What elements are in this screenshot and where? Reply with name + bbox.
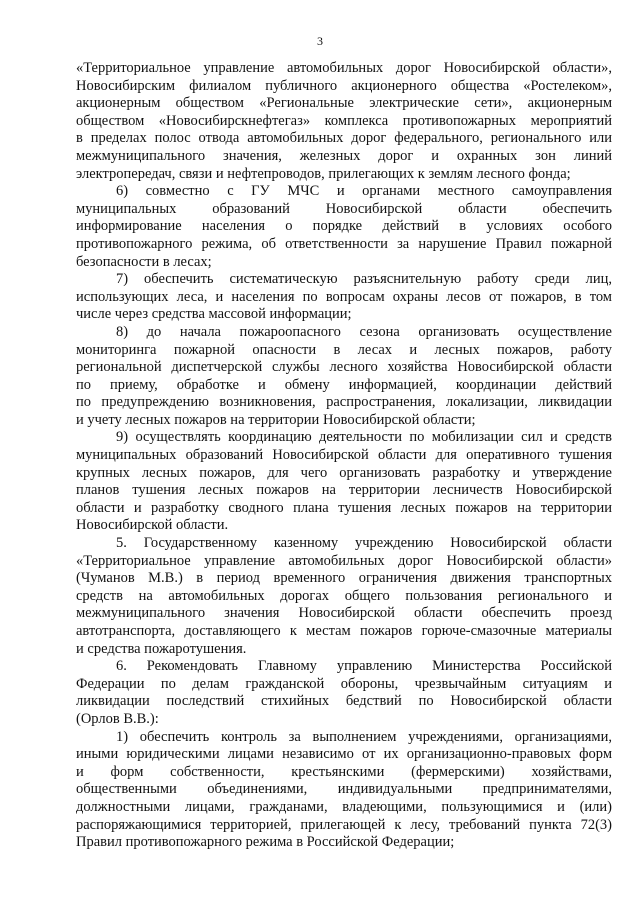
text-line: 5. Государственному казенному учреждению Новосибирской области	[116, 535, 612, 552]
document-body	[76, 60, 612, 852]
text-line: использующих леса, и населения по вопросам охраны лесов от пожаров, в том	[76, 288, 612, 305]
text-line: 1) обеспечить контроль за выполнением учреждениями, организациями,	[116, 728, 612, 745]
text-line: автотранспорта, доставляющего к местам пожаров горюче-смазочные материалы	[76, 623, 612, 639]
text-line: безопасности в лесах;	[76, 253, 212, 270]
text-line: 6) совместно с ГУ МЧС и органами местного самоуправления	[116, 183, 612, 200]
text-line: средств на автомобильных дорогах общего пользования регионального и	[76, 587, 612, 604]
text-line: (Чуманов М.В.) в период временного ограничения движения транспортных	[76, 570, 612, 587]
text-line: обществом «Новосибирскнефтегаз» комплекса противопожарных мероприятий	[76, 112, 612, 129]
text-line: 7) обеспечить систематическую разъяснительную работу среди лиц,	[116, 271, 612, 288]
text-line: муниципальных образований Новосибирской области обеспечить	[76, 200, 612, 217]
text-line: 6. Рекомендовать Главному управлению Министерства Российской	[116, 658, 612, 675]
text-line: в пределах полос отвода автомобильных дорог федерального, регионального или	[76, 130, 612, 147]
text-line: Правил противопожарного режима в Российской Федерации;	[76, 834, 455, 851]
text-line: электропередач, связи и нефтепроводов, прилегающих к землям лесного фонда;	[76, 165, 571, 182]
text-line: мониторинга пожарной опасности в лесах и лесных пожаров, работу	[76, 341, 612, 358]
text-line: общественными объединениями, индивидуальными предпринимателями,	[76, 781, 612, 798]
text-line: региональной диспетчерской службы лесного хозяйства Новосибирской области	[76, 359, 612, 376]
text-line: Федерации по делам гражданской обороны, чрезвычайным ситуациям и	[76, 675, 612, 692]
text-line: муниципальных образований Новосибирской области для оперативного тушения	[76, 447, 612, 464]
text-line: должностными лицами, гражданами, владеющими, пользующимися и (или)	[76, 798, 612, 815]
text-line: межмуниципального значения, железных дорог и охранных зон линий	[76, 147, 612, 164]
text-line: ликвидации последствий стихийных бедствий по Новосибирской области	[76, 693, 612, 710]
text-line: Новосибирской области.	[76, 517, 229, 534]
text-line: информирование населения о порядке действий в условиях особого	[76, 218, 612, 235]
text-line: противопожарного режима, об ответственности за нарушение Правил пожарной	[76, 235, 612, 252]
text-line: области и разработку сводного плана тушения лесных пожаров на территории	[76, 499, 612, 516]
text-line: планов тушения лесных пожаров на территории лесничеств Новосибирской	[76, 482, 612, 499]
text-line: по предупреждению возникновения, распространения, локализации, ликвидации	[76, 394, 612, 411]
text-line: крупных лесных пожаров, для чего организовать разработку и утверждение	[76, 464, 612, 481]
text-line: «Территориальное управление автомобильных дорог Новосибирской области»,	[76, 60, 612, 76]
text-line: иными юридическими лицами независимо от их организационно-правовых форм	[76, 746, 612, 763]
text-line: числе через средства массовой информации;	[76, 306, 352, 323]
text-line: акционерным обществом «Региональные электрические сети», акционерным	[76, 95, 612, 112]
text-line: Новосибирским филиалом публичного акционерного общества «Ростелеком»,	[76, 77, 612, 94]
text-line: и форм собственности, крестьянскими (фермерскими) хозяйствами,	[76, 763, 612, 780]
text-line: распоряжающимися территорией, прилегающей к лесу, требований пункта 72(3)	[76, 816, 612, 833]
page-number: 3	[317, 34, 323, 48]
text-line: по приему, обработке и обмену информацией, координации действий	[76, 376, 612, 393]
text-line: и учету лесных пожаров на территории Новосибирской области;	[76, 411, 476, 428]
text-line: межмуниципального значения Новосибирской области обеспечить проезд	[76, 605, 612, 622]
text-line: и средства пожаротушения.	[76, 640, 247, 657]
text-line: «Территориальное управление автомобильных дорог Новосибирской области»	[76, 552, 612, 569]
text-line: 8) до начала пожароопасного сезона организовать осуществление	[116, 323, 612, 340]
text-line: (Орлов В.В.):	[76, 710, 159, 727]
text-line: 9) осуществлять координацию деятельности по мобилизации сил и средств	[116, 429, 612, 446]
